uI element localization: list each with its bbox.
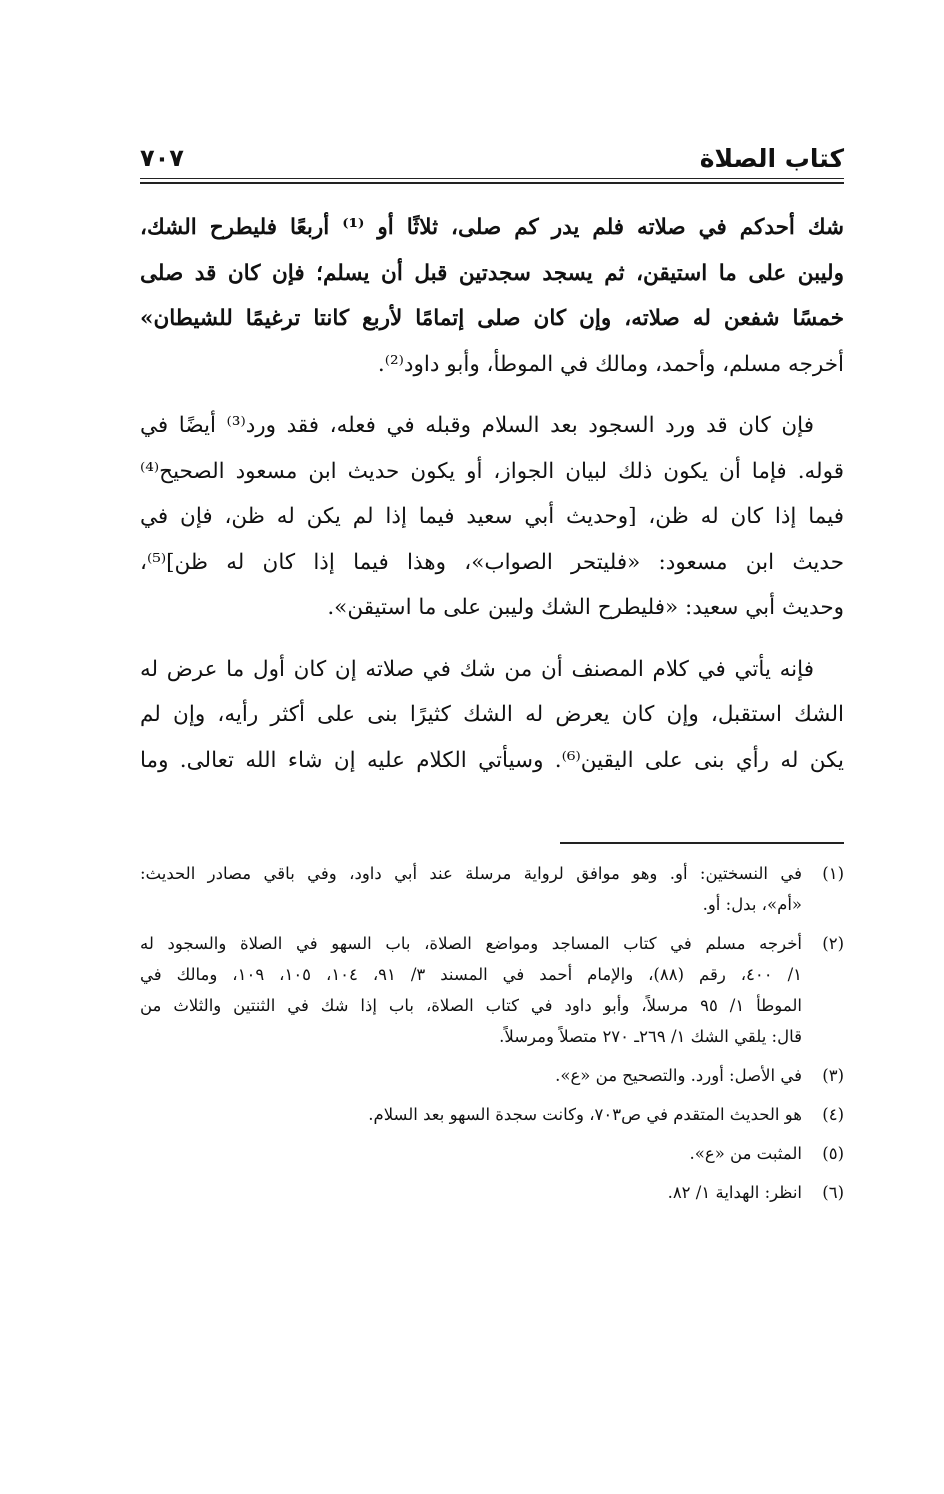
footnote-line: في الأصل: أورد. والتصحيح من «ع».	[555, 1066, 802, 1085]
footnote-line: الموطأ ١/ ٩٥ مرسلاً، وأبو داود في كتاب الصلاة، باب إذا شك في الثنتين والثلاث من	[140, 996, 802, 1015]
hadith-line: وليبن على ما استيقن، ثم يسجد سجدتين قبل أن يسلم؛ فإن كان قد صلى	[140, 260, 844, 286]
footnote-number: (٦)	[822, 1183, 844, 1202]
chapter-title: كتاب الصلاة	[699, 144, 844, 173]
paragraph-line: وحديث أبي سعيد: «فليطرح الشك وليبن على ما استيقن».	[327, 595, 844, 620]
paragraph-line: فيما إذا كان له ظن، [وحديث أبي سعيد فيما إذا لم يكن له ظن، فإن في	[140, 504, 844, 529]
hadith-line: خمسًا شفعن له صلاته، وإن كان صلى إتمامًا لأربع كانتا ترغيمًا للشيطان»	[140, 306, 844, 331]
hadith-line: شك أحدكم في صلاته فلم يدر كم صلى، ثلاثًا أو ⁽¹⁾ أربعًا فليطرح الشك،	[140, 215, 844, 240]
header-rule-thick	[140, 182, 844, 184]
paragraph-gap	[140, 631, 844, 647]
footnote-line: في النسختين: أو. وهو موافق لرواية مرسلة عند أبي داود، وفي باقي مصادر الحديث:	[140, 864, 802, 883]
footnote-3	[140, 1060, 844, 1091]
footnote-number: (٥)	[822, 1144, 844, 1163]
footnote-line: قال: يلقي الشك ١/ ٢٦٩ـ ٢٧٠ متصلاً ومرسلاً.	[499, 1027, 802, 1046]
footnote-1	[140, 858, 844, 920]
footnote-line: هو الحديث المتقدم في ص٧٠٣، وكانت سجدة السهو بعد السلام.	[368, 1105, 802, 1124]
paragraph-line: يكن له رأي بنى على اليقين⁽⁶⁾. وسيأتي الكلام عليه إن شاء الله تعالى. وما	[140, 747, 844, 773]
footnote-line: أخرجه مسلم في كتاب المساجد ومواضع الصلاة، باب السهو في الصلاة والسجود له	[140, 934, 802, 953]
running-header	[140, 140, 844, 176]
paragraph-gap	[140, 387, 844, 403]
paragraph-line: حديث ابن مسعود: «فليتحر الصواب»، وهذا فيما إذا كان له ظن]⁽⁵⁾،	[140, 549, 844, 575]
footnote-number: (٢)	[822, 934, 844, 953]
footnote-line: المثبت من «ع».	[689, 1144, 802, 1163]
footnote-line: ١/ ٤٠٠، رقم (٨٨)، والإمام أحمد في المسند ٣/ ٩١، ١٠٤، ١٠٥، ١٠٩، ومالك في	[140, 965, 802, 984]
header-rule-thin	[140, 178, 844, 179]
footnote-number: (٤)	[822, 1105, 844, 1124]
paragraph-line: فإنه يأتي في كلام المصنف أن من شك في صلاته إن كان أول ما عرض له	[140, 656, 814, 682]
footnote-5	[140, 1138, 844, 1169]
takhrij-line: أخرجه مسلم، وأحمد، ومالك في الموطأ، وأبو داود⁽²⁾.	[377, 351, 844, 377]
footnote-6	[140, 1177, 844, 1208]
footnote-separator	[560, 842, 844, 844]
main-text	[140, 205, 844, 783]
paragraph-line: الشك استقبل، وإن كان يعرض له الشك كثيرًا بنى على أكثر رأيه، وإن لم	[140, 702, 844, 727]
footnote-number: (٣)	[822, 1066, 844, 1085]
footnote-line: «أم»، بدل: أو.	[702, 895, 802, 914]
paragraph-line: قوله. فإما أن يكون ذلك لبيان الجواز، أو يكون حديث ابن مسعود الصحيح⁽⁴⁾	[140, 458, 844, 484]
page-number: ٧٠٧	[140, 144, 184, 172]
paragraph-line: فإن كان قد ورد السجود بعد السلام وقبله في فعله، فقد ورد⁽³⁾ أيضًا في	[140, 413, 814, 438]
footnotes	[140, 858, 844, 1208]
footnote-2	[140, 928, 844, 1052]
footnote-number: (١)	[822, 864, 844, 883]
footnote-line: انظر: الهداية ١/ ٨٢.	[667, 1183, 802, 1202]
footnote-4	[140, 1099, 844, 1130]
